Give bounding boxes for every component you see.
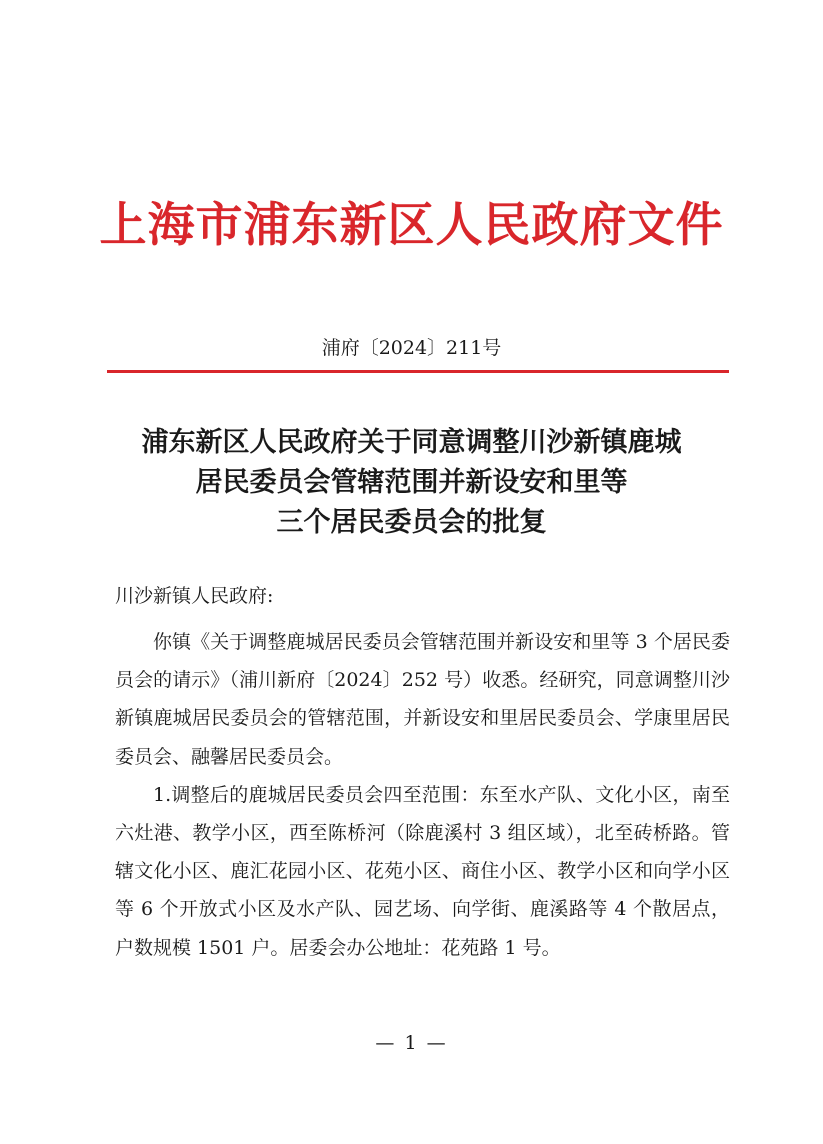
document-body bbox=[115, 623, 730, 967]
document-title bbox=[0, 423, 823, 543]
document-header-title: 上海市浦东新区人民政府文件 bbox=[99, 198, 724, 253]
red-divider-line bbox=[107, 370, 729, 373]
body-paragraph-2: 1.调整后的鹿城居民委员会四至范围：东至水产队、文化小区，南至六灶港、教学小区，西至陈桥河（除鹿溪村 3 组区域），北至砖桥路。管辖文化小区、鹿汇花园小区、花苑小区、商住小区、教学小区和向学小区等 6 个开放式小区及水产队、园艺场、向学街、鹿溪路等 4 个散居点，户数规模 1501 户。居委会办公地址：花苑路 1 号。 bbox=[115, 783, 730, 959]
body-paragraph-1: 你镇《关于调整鹿城居民委员会管辖范围并新设安和里等 3 个居民委员会的请示》（浦川新府〔2024〕252 号）收悉。经研究，同意调整川沙新镇鹿城居民委员会的管辖范围，并新设安和里居民委员会、学康里居民委员会、融馨居民委员会。 bbox=[115, 631, 730, 768]
title-line-3: 三个居民委员会的批复 bbox=[276, 507, 547, 538]
salutation: 川沙新镇人民政府: bbox=[115, 585, 274, 607]
title-line-2: 居民委员会管辖范围并新设安和里等 bbox=[195, 467, 628, 498]
title-line-1: 浦东新区人民政府关于同意调整川沙新镇鹿城 bbox=[141, 427, 682, 458]
page-number: — 1 — bbox=[375, 1032, 448, 1054]
document-number: 浦府〔2024〕211号 bbox=[321, 337, 502, 359]
